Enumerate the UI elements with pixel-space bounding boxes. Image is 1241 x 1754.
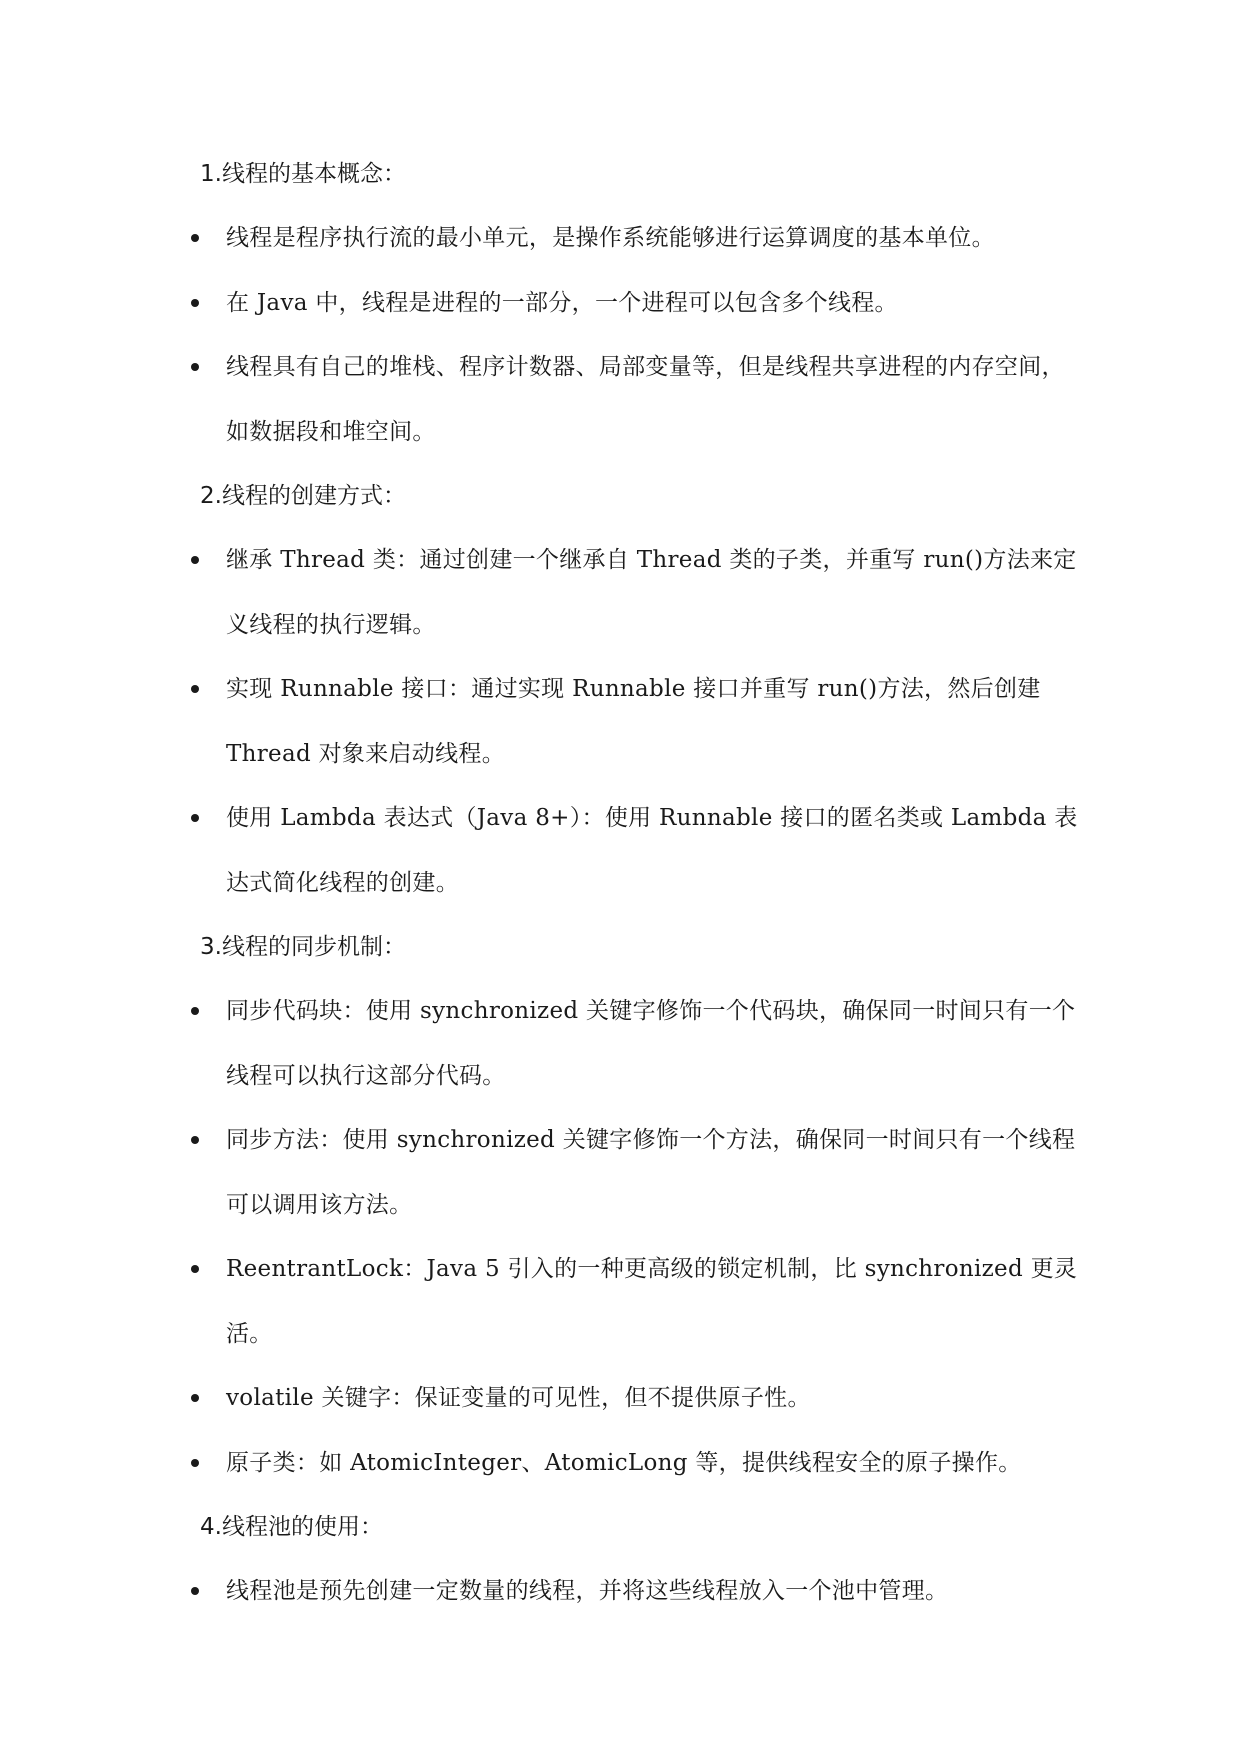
- list-item-text: 线程池是预先创建一定数量的线程，并将这些线程放入一个池中管理。: [226, 1578, 949, 1604]
- list-item: [226, 528, 1086, 657]
- list-item-text: 原子类：如 AtomicInteger、AtomicLong 等，提供线程安全的原子操作。: [226, 1449, 1022, 1476]
- list-item: [226, 1431, 1086, 1496]
- list-item: [226, 786, 1086, 915]
- list-item: [226, 979, 1086, 1108]
- section-heading-creation-methods: 2.线程的创建方式：: [200, 483, 406, 509]
- section-heading-basic-concepts: 1.线程的基本概念：: [200, 161, 406, 187]
- section-heading-thread-pool: 4.线程池的使用：: [200, 1514, 383, 1540]
- list-item: [226, 335, 1086, 464]
- list-item: [226, 271, 1086, 336]
- list-item-text: 线程是程序执行流的最小单元，是操作系统能够进行运算调度的基本单位。: [226, 225, 995, 251]
- list-item-text: 继承 Thread 类：通过创建一个继承自 Thread 类的子类，并重写 run()方法来定义线程的执行逻辑。: [226, 547, 1077, 638]
- list-item-text: ReentrantLock：Java 5 引入的一种更高级的锁定机制，比 synchronized 更灵活。: [226, 1256, 1078, 1347]
- list-item-text: volatile 关键字：保证变量的可见性，但不提供原子性。: [226, 1385, 811, 1411]
- list-item-text: 实现 Runnable 接口：通过实现 Runnable 接口并重写 run()方法，然后创建 Thread 对象来启动线程。: [226, 676, 1041, 767]
- list-item: [226, 657, 1086, 786]
- list-item-text: 同步代码块：使用 synchronized 关键字修饰一个代码块，确保同一时间只有一个线程可以执行这部分代码。: [226, 998, 1076, 1089]
- list-item: [226, 1108, 1086, 1237]
- list-item: [226, 1366, 1086, 1431]
- list-item: [226, 206, 1086, 271]
- section-heading-synchronization: 3.线程的同步机制：: [200, 934, 406, 960]
- list-item: [226, 1237, 1086, 1366]
- list-item-text: 在 Java 中，线程是进程的一部分，一个进程可以包含多个线程。: [226, 289, 898, 316]
- list-item-text: 使用 Lambda 表达式（Java 8+）：使用 Runnable 接口的匿名类或 Lambda 表达式简化线程的创建。: [226, 805, 1078, 896]
- list-item: [226, 1559, 1086, 1624]
- list-item-text: 线程具有自己的堆栈、程序计数器、局部变量等，但是线程共享进程的内存空间，如数据段和堆空间。: [226, 354, 1065, 445]
- list-item-text: 同步方法：使用 synchronized 关键字修饰一个方法，确保同一时间只有一个线程可以调用该方法。: [226, 1127, 1076, 1218]
- document-body: [0, 142, 1241, 1624]
